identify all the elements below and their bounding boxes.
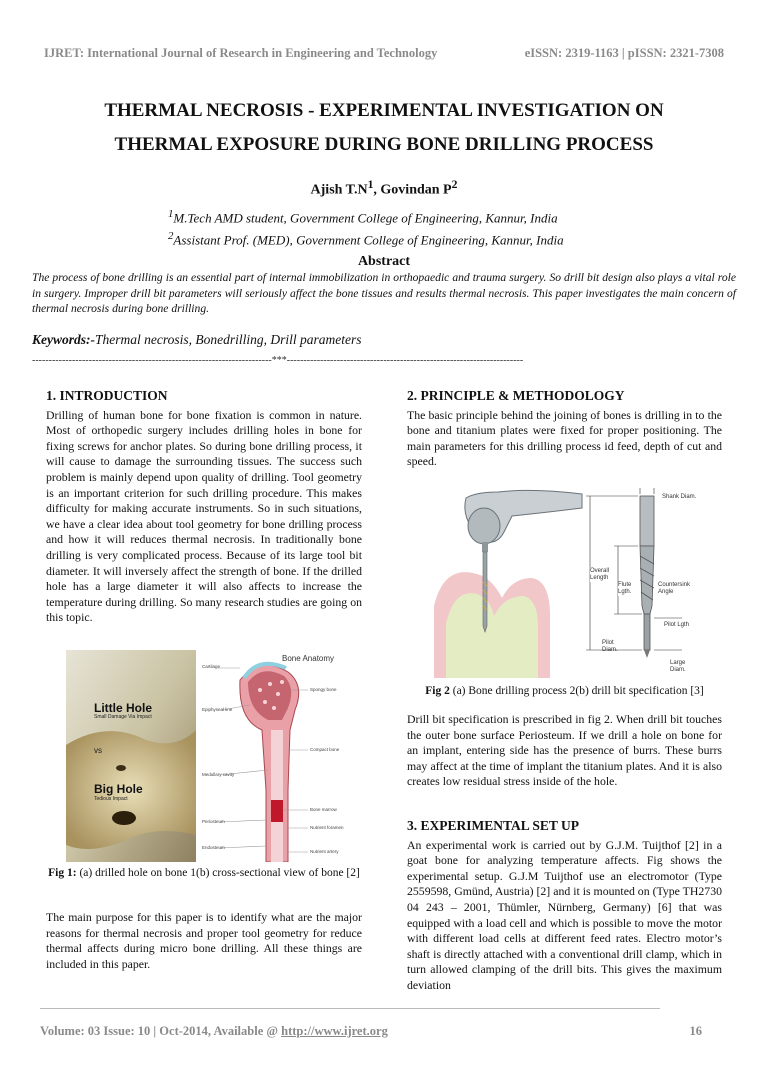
- label-compact-bone: Compact bone: [310, 747, 340, 752]
- fig1-caption-label: Fig 1:: [48, 867, 77, 879]
- label-pilot-diam: Pilot Diam.: [602, 640, 618, 653]
- setup-section: [407, 818, 722, 994]
- fig2-caption-label: Fig 2: [425, 685, 450, 697]
- drilled-bone-illustration: [66, 650, 196, 862]
- author-1: Ajish T.N: [310, 182, 368, 198]
- page-number: 16: [689, 1024, 702, 1038]
- label-nutrient-foramen: Nutrient foramen: [310, 825, 344, 830]
- fig1a-drilled-hole-photo: [66, 650, 196, 862]
- label-endosteum: Endosteum: [202, 845, 225, 850]
- principle-heading: 2. PRINCIPLE & METHODOLOGY: [407, 388, 625, 403]
- fig2-caption: [407, 684, 722, 699]
- affiliation-1: $^1$M.Tech AMD student, Government College of Engineering, Kannur, India: [168, 208, 558, 226]
- author-separator: ,: [373, 182, 381, 198]
- title-line-2: THERMAL EXPOSURE DURING BONE DRILLING PROCESS: [114, 134, 654, 155]
- abstract-heading: Abstract: [357, 254, 411, 269]
- authors: [0, 178, 768, 199]
- principle-section: [407, 388, 722, 470]
- label-nutrient-artery: Nutrient artery: [310, 849, 339, 854]
- paper-title: [30, 94, 738, 162]
- section-separator: ------------------------------------------------------------------------***-----------------------------------------------------------------------: [32, 355, 524, 366]
- affiliation-2: $^2$Assistant Prof. (MED), Government College of Engineering, Kannur, India: [168, 230, 564, 248]
- label-flute-length: Flute Lgth.: [618, 582, 638, 596]
- keywords-text: Thermal necrosis, Bonedrilling, Drill parameters: [95, 332, 362, 347]
- label-bone-marrow: Bone marrow: [310, 807, 337, 812]
- intro-paragraph-1: Drilling of human bone for bone fixation is common in nature. Most of orthopedic surgery includes drilling holes in bone for fixing screws for anchor plates. So during bone drilling process, it will cause to damage the surrounding tissues. The success such problem is mainly depend upon quality of drilling. Tool geometry is an important criterion for such drilling procedure. This makes difficulty for making accurate instruments. So in such situations, we have a clear idea about tool geometry for bone drilling process and how it will reduces thermal necrosis. In traditionally bone drilling is very complicated process. Because of its large tool bit diameter. It will inversely affect the strength of bone. If the drilled hole has a large diameter it will also affects to increase the temperature during drilling. So many research studies are going on this topic.: [46, 407, 362, 625]
- keywords: [32, 332, 736, 348]
- affiliations: [168, 205, 728, 250]
- label-shank-diam: Shank Diam.: [662, 494, 697, 500]
- issn: eISSN: 2319-1163 | pISSN: 2321-7308: [524, 46, 724, 60]
- intro-paragraph-2: The main purpose for this paper is to identify what are the major reasons for thermal necrosis and proper tool geometry for reduce thermal affects during micro bone drilling. All these things are included in this paper.: [46, 910, 362, 971]
- intro-section: [46, 388, 362, 626]
- label-cartilage: Cartilage: [202, 664, 221, 669]
- label-medullary-cavity: Medullary cavity: [202, 772, 235, 777]
- setup-paragraph-1: An experimental work is carried out by G.J.M. Tuijthof [2] in a goat bone for analyzing temperature affects. Fig shows the experimental setup. G.J.M Tuijthof use an electromotor (Type 2559598, Gmünd, Austria) [2] and it is mounted on (Type TH2730 04 243 – 2001, Thümler, Nürnberg, Germany) [6] that was equipped with a load cell and which is possible to move the motor with different load cells at different feed rates. Electro motor’s shaft is directly attached with a conventional drill clamp, which in turn allowed clamping of the drill bits. This gives the maximum deviation: [407, 837, 722, 992]
- footer-volume: Volume: 03 Issue: 10 | Oct-2014, Available @ http://www.ijret.org: [40, 1024, 388, 1038]
- fig2-caption-text: (a) Bone drilling process 2(b) drill bit specification [3]: [449, 685, 704, 697]
- label-periosteum: Periosteum: [202, 819, 225, 824]
- bone-anatomy-title: Bone Anatomy: [282, 654, 335, 663]
- bone-anatomy-diagram: [200, 650, 355, 862]
- journal-link[interactable]: http://www.ijret.org: [281, 1024, 388, 1038]
- label-countersink-angle: Countersink Angle: [658, 582, 691, 595]
- principle-paragraph-2: Drill bit specification is prescribed in fig 2. When drill bit touches the outer bone surface Periosteum. If we drill a hole on bone for an implant, entering side has the presence of burrs. These burrs may affect at the time of implant the titanium plates. And it is also creates low residual stress inside of the hole.: [407, 712, 722, 789]
- footer-rule: [40, 1008, 660, 1009]
- author-2-sup: 2: [451, 178, 458, 191]
- fig1-caption-text: (a) drilled hole on bone 1(b) cross-sectional view of bone [2]: [76, 867, 360, 879]
- setup-heading: 3. EXPERIMENTAL SET UP: [407, 818, 580, 833]
- little-hole-label: Little Hole: [94, 701, 153, 715]
- label-overall-length: Overall Length: [590, 568, 614, 582]
- intro-heading: 1. INTRODUCTION: [46, 388, 168, 403]
- fig1-caption: [46, 866, 362, 881]
- big-hole-sub: Tedious Impact: [94, 796, 128, 802]
- author-2: Govindan P: [380, 182, 452, 198]
- title-line-1: THERMAL NECROSIS - EXPERIMENTAL INVESTIGATION ON: [104, 100, 664, 121]
- little-hole-sub: Small Damage Via Impact: [94, 714, 152, 720]
- label-spongy-bone: Spongy bone: [310, 687, 337, 692]
- running-header: [44, 46, 724, 61]
- label-pilot-length: Pilot Lgth: [664, 622, 690, 628]
- label-large-diam: Large Diam.: [670, 660, 686, 673]
- author-1-sup: 1: [367, 178, 374, 191]
- principle-paragraph-1: The basic principle behind the joining of bones is drilling in to the bone and titanium plates were fixed for proper positioning. The main parameters for this drilling process id feed, depth of cut and speed.: [407, 407, 722, 469]
- label-epiphyseal-line: Epiphyseal line: [202, 707, 233, 712]
- abstract-text: The process of bone drilling is an essential part of internal immobilization in orthopaedic and trauma surgery. So drill bit design also plays a vital role in surgery. Improper drill bit parameters will seriously affect the bone tissues and results thermal necrosis. This paper investigates the main concern of thermal necrosis during bone drilling.: [32, 271, 736, 316]
- fig1b-bone-anatomy: [200, 650, 355, 862]
- big-hole-label: Big Hole: [94, 782, 143, 796]
- fig2-drill-figure: [432, 486, 702, 678]
- vs-label: vs: [94, 746, 102, 755]
- keywords-label: Keywords:-: [32, 332, 95, 347]
- journal-name: IJRET: International Journal of Research in Engineering and Technology: [44, 46, 438, 60]
- page-footer: [40, 1024, 702, 1039]
